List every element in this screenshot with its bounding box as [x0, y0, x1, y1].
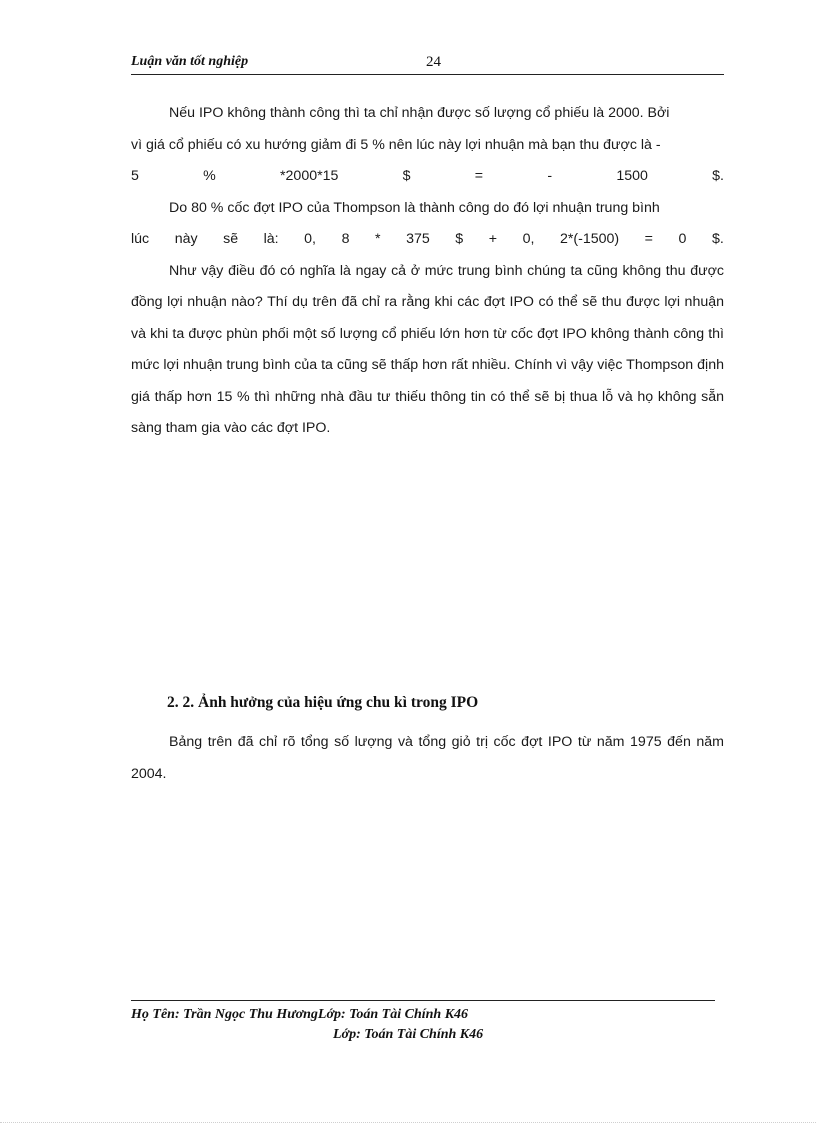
- page-footer: [131, 1005, 731, 1045]
- paragraph-line: vì giá cổ phiếu có xu hướng giảm đi 5 % nên lúc này lợi nhuận mà bạn thu được là -: [131, 136, 661, 153]
- token: 0,: [304, 231, 317, 247]
- token: là:: [263, 231, 279, 247]
- token: 0: [678, 231, 687, 247]
- footer-line: Họ Tên: Trần Ngọc Thu HươngLớp: Toán Tài Chính K46: [131, 1007, 469, 1022]
- token: %: [203, 168, 216, 184]
- section-heading: 2. 2. Ảnh hưởng của hiệu ứng chu kì trong IPO: [167, 694, 479, 711]
- token: 0,: [522, 231, 535, 247]
- token: 2*(-1500): [559, 231, 620, 247]
- page-header: [131, 54, 724, 75]
- token: *2000*15: [280, 168, 339, 184]
- paragraph-line: Nếu IPO không thành công thì ta chỉ nhận được số lượng cổ phiếu là 2000. Bởi: [169, 105, 670, 121]
- section2-body: [131, 727, 724, 790]
- footer-divider: [131, 1000, 715, 1001]
- token: 375: [406, 231, 430, 247]
- footer-line: Lớp: Toán Tài Chính K46: [333, 1027, 484, 1042]
- token: +: [488, 231, 498, 247]
- token: *: [375, 231, 381, 247]
- page-number: 24: [426, 54, 441, 70]
- token: 8: [341, 231, 350, 247]
- token: $.: [712, 168, 724, 184]
- section1-body: [131, 98, 724, 445]
- token: =: [474, 168, 484, 184]
- token: $.: [711, 231, 724, 247]
- header-title: Luận văn tốt nghiệp: [131, 54, 249, 69]
- formula-line: [131, 161, 724, 193]
- paragraph: Như vậy điều đó có nghĩa là ngay cả ở mức trung bình chúng ta cũng không thu được đồng lợi nhuận nào? Thí dụ trên đã chỉ ra rằng khi các đợt IPO có thể sẽ thu được lợi nhuận và khi ta được phùn phối một số lượng cổ phiếu lớn hơn từ cốc đợt IPO không thành công thì mức lợi nhuận trung bình của ta cũng sẽ thấp hơn rất nhiều. Chính vì vậy việc Thompson định giá thấp hơn 15 % thì những nhà đầu tư thiếu thông tin có thể sẽ bị thua lỗ và họ không sẵn sàng tham gia vào các đợt IPO.: [131, 262, 724, 436]
- token: $: [455, 231, 464, 247]
- paragraph: Bảng trên đã chỉ rõ tổng số lượng và tổng giỏ trị cốc đợt IPO từ năm 1975 đến năm 2004.: [131, 734, 724, 782]
- formula-line: [131, 224, 724, 256]
- token: 5: [131, 168, 139, 184]
- token: này: [174, 231, 198, 247]
- token: sẽ: [223, 231, 239, 247]
- token: $: [402, 168, 411, 184]
- token: -: [547, 168, 553, 184]
- token: =: [644, 231, 653, 247]
- token: 1500: [616, 168, 648, 184]
- token: lúc: [131, 231, 150, 247]
- paragraph-line: Do 80 % cốc đợt IPO của Thompson là thành công do đó lợi nhuận trung bình: [169, 199, 660, 216]
